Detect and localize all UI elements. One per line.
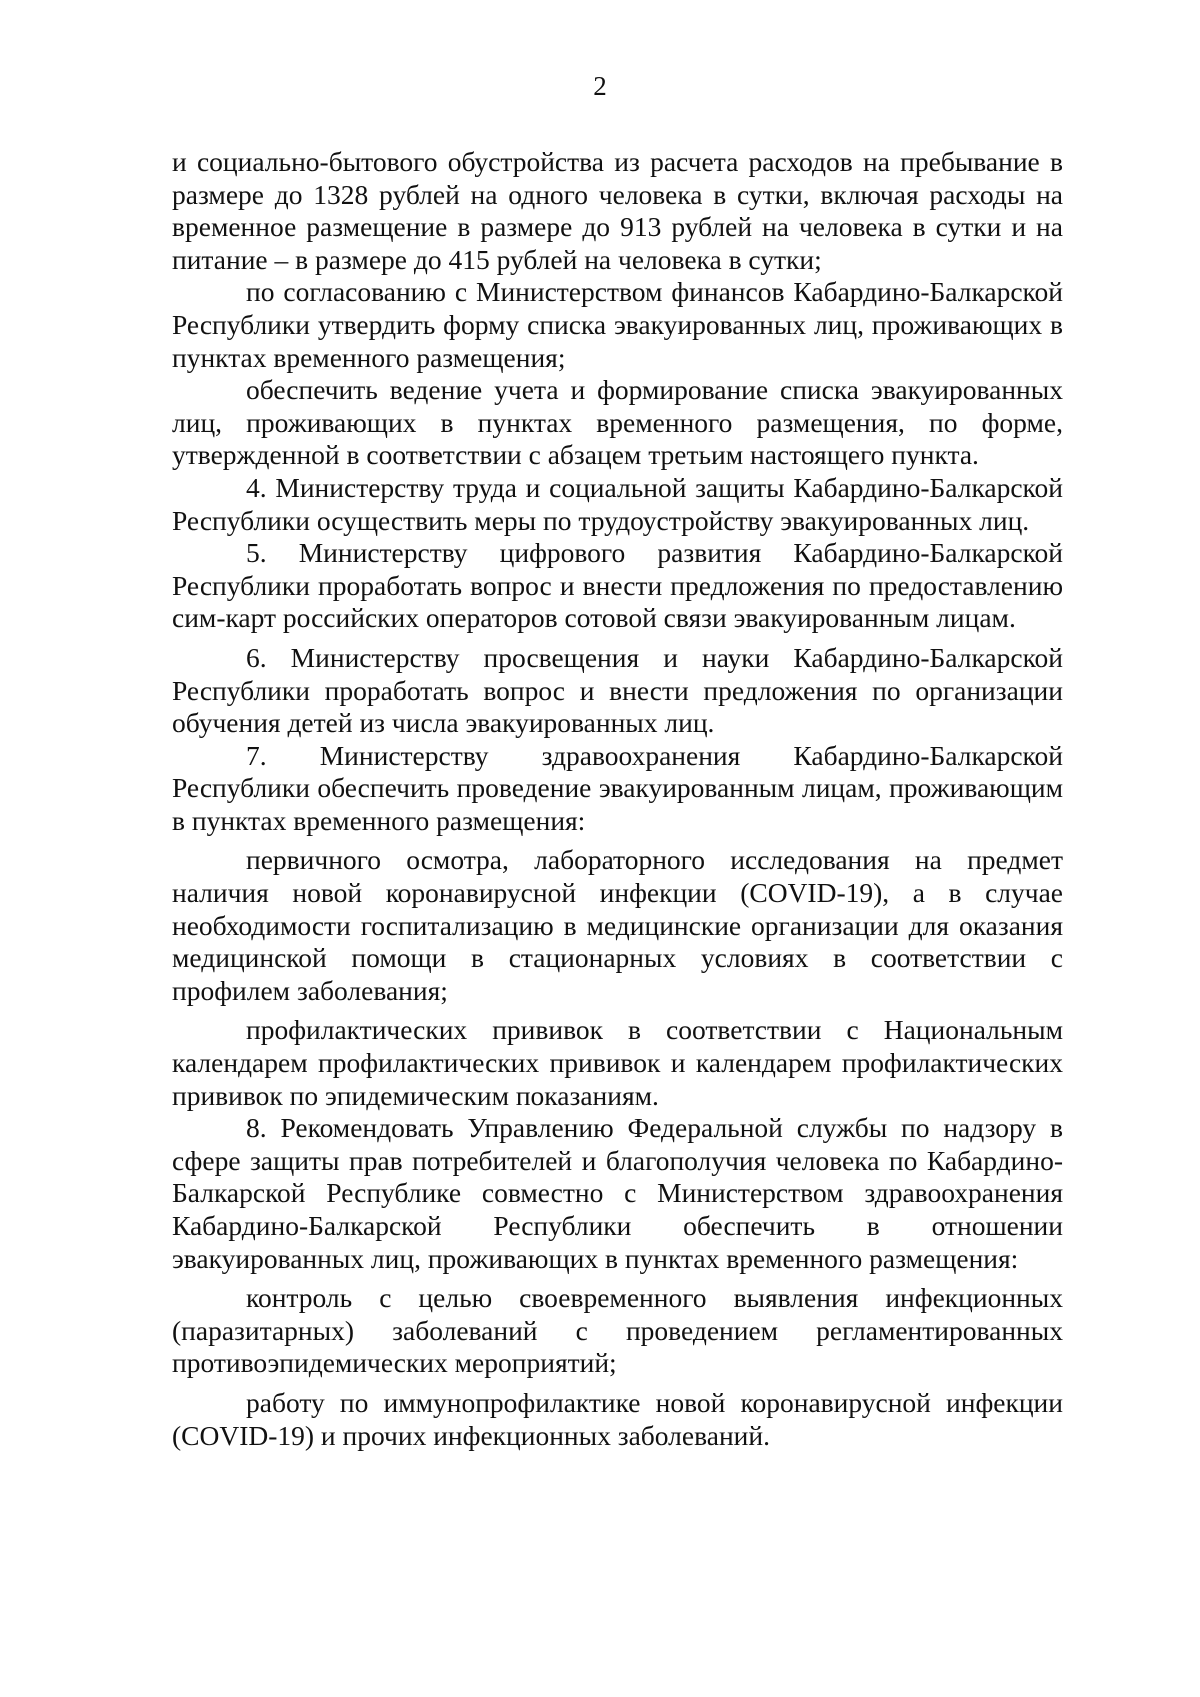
paragraph-examination: первичного осмотра, лабораторного исследования на предмет наличия новой коронавирусной инфекции (COVID-19), а в случае необходимости госпитализацию в медицинские организации для оказания медицинской помощи в стационарных условиях в соответствии с профилем заболевания; bbox=[172, 844, 1063, 1006]
document-body bbox=[172, 146, 1063, 1452]
paragraph-item-4: 4. Министерству труда и социальной защиты Кабардино-Балкарской Республики осуществить меры по трудоустройству эвакуированных лиц. bbox=[172, 471, 1063, 536]
paragraph-item-6: 6. Министерству просвещения и науки Кабардино-Балкарской Республики проработать вопрос и внести предложения по организации обучения детей из числа эвакуированных лиц. bbox=[172, 641, 1063, 739]
paragraph-infection-control: контроль с целью своевременного выявления инфекционных (паразитарных) заболеваний с проведением регламентированных противоэпидемических мероприятий; bbox=[172, 1282, 1063, 1379]
paragraph-item-7: 7. Министерству здравоохранения Кабардино-Балкарской Республики обеспечить проведение эвакуированным лицам, проживающим в пунктах временного размещения: bbox=[172, 739, 1063, 836]
paragraph-immunoprophylaxis: работу по иммунопрофилактике новой коронавирусной инфекции (COVID-19) и прочих инфекционных заболеваний. bbox=[172, 1386, 1063, 1451]
paragraph-item-8: 8. Рекомендовать Управлению Федеральной службы по надзору в сфере защиты прав потребителей и благополучия человека по Кабардино-Балкарской Республике совместно с Министерством здравоохранения Кабардино-Балкарской Республики обеспечить в отношении эвакуированных лиц, проживающих в пунктах временного размещения: bbox=[172, 1112, 1063, 1274]
paragraph-record-keeping: обеспечить ведение учета и формирование списка эвакуированных лиц, проживающих в пунктах временного размещения, по форме, утвержденной в соответствии с абзацем третьим настоящего пункта. bbox=[172, 374, 1063, 471]
paragraph-item-5: 5. Министерству цифрового развития Кабардино-Балкарской Республики проработать вопрос и внести предложения по предоставлению сим-карт российских операторов сотовой связи эвакуированным лицам. bbox=[172, 537, 1063, 634]
paragraph-continuation: и социально-бытового обустройства из расчета расходов на пребывание в размере до 1328 рублей на одного человека в сутки, включая расходы на временное размещение в размере до 913 рублей на человека в сутки и на питание – в размере до 415 рублей на человека в сутки; bbox=[172, 146, 1063, 275]
page-number: 2 bbox=[593, 71, 607, 101]
paragraph-vaccinations: профилактических прививок в соответствии с Национальным календарем профилактических прививок и календарем профилактических прививок по эпидемическим показаниям. bbox=[172, 1014, 1063, 1111]
paragraph-approve-form: по согласованию с Министерством финансов Кабардино-Балкарской Республики утвердить форму списка эвакуированных лиц, проживающих в пунктах временного размещения; bbox=[172, 276, 1063, 373]
